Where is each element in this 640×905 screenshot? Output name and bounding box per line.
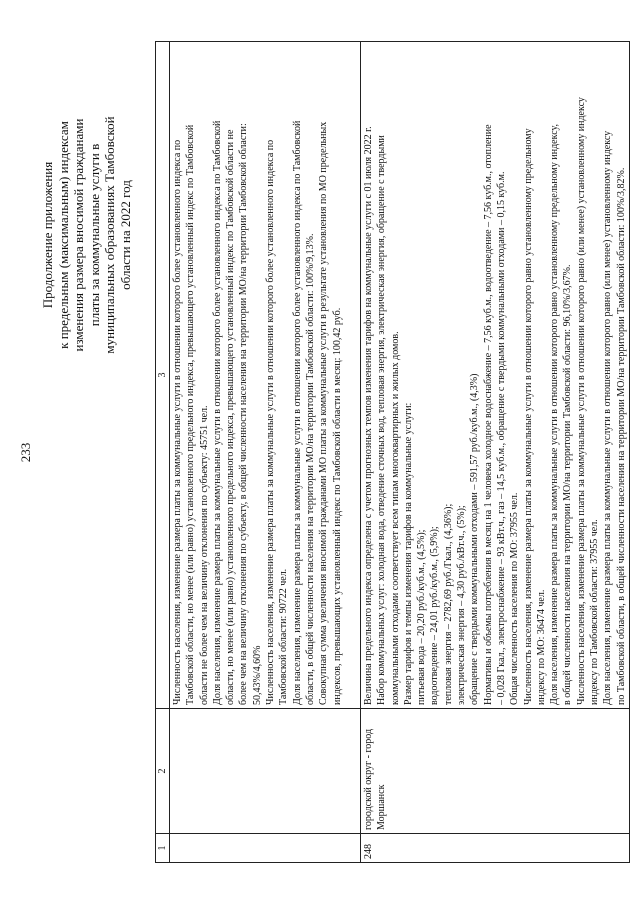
text-line: Доля населения, изменение размера платы за коммунальные услуги в отношении которого равно установленному предельному индексу, — [549, 123, 561, 705]
table-row — [170, 42, 361, 863]
description-cell — [361, 42, 630, 709]
text-line: питьевая вода – 20,20 руб./куб.м., (4,5%); — [416, 529, 428, 705]
text-line: индексов, превышающих установленный индекс по Тамбовской области в месяц: 100,42 руб. — [331, 307, 343, 705]
text-line: области, но менее (или равно) установленного предельного индекса, превышающего установленный индекс по Тамбовской области не — [225, 129, 237, 705]
header-cell-number: 1 — [156, 834, 170, 863]
row-number-cell: 248 — [361, 834, 630, 863]
heading-line: области на 2022 год — [117, 180, 133, 290]
heading-line: изменения размера вносимой гражданами — [71, 118, 86, 352]
text-line: Совокупная сумма увеличения вносимой гражданами МО платы за коммунальные услуги в результате установления по МО предельных — [318, 121, 330, 705]
text-line: индексу по Тамбовской области: 37955 чел. — [589, 519, 601, 705]
text-line: Величина предельного индекса определена с учетом прогнозных темпов изменения тарифов на коммунальные услуги с 01 июля 2022 г. — [363, 126, 374, 705]
text-line: 50,43%/4,60% — [251, 645, 263, 705]
text-line: Нормативы и объемы потребления в месяц на 1 человека холодное водоснабжение – 7,56 куб.м., водоотведение – 7,56 куб.м., отопление — [482, 124, 494, 705]
text-line: Численность населения, изменение размера платы за коммунальные услуги в отношении которого более установленного индекса по — [172, 139, 183, 705]
text-line: более чем на величину отклонения по субъекту, в общей численности населения на территории МО/на территории Тамбовской области: — [238, 123, 250, 705]
municipality-cell: городской округ - город Моршанск — [361, 709, 630, 834]
text-line: области не более чем на величину отклонения по субъекту: 45751 чел. — [198, 405, 210, 705]
table-row — [361, 42, 630, 863]
text-line: Численность населения, изменение размера платы за коммунальные услуги в отношении которого равно установленному предельному — [522, 128, 534, 705]
text-line: – 0,028 Гкал., электроснабжение – 93 кВт.ч., газ – 14,5 куб.м., обращение с твердыми коммунальными отходами – 0,15 куб.м. — [495, 171, 507, 705]
table-header-row — [156, 42, 170, 863]
indices-table — [155, 41, 630, 863]
header-cell-municipality: 2 — [156, 709, 170, 834]
text-line: в общей численности населения на территории МО/на территории Тамбовской области: 96,10%/3,67%. — [562, 264, 574, 705]
heading-line: Продолжение приложения — [40, 161, 55, 309]
text-line: Размер тарифов и темпы изменения тарифов на коммунальные услуги: — [402, 402, 414, 705]
text-line: Доля населения, изменение размера платы за коммунальные услуги в отношении которого более установленного индекса по Тамбовской — [291, 120, 303, 705]
text-line: Доля населения, изменение размера платы за коммунальные услуги в отношении которого равно (или менее) установленному индексу — [602, 130, 614, 705]
text-line: водоотведение – 24,01 руб./куб.м., (5,9%); — [429, 526, 441, 705]
appendix-heading — [40, 85, 133, 385]
text-line: тепловая энергия – 2782,69 руб./Гкал., (4,36%); — [442, 503, 454, 705]
page-number: 233 — [18, 442, 33, 463]
text-line: обращение с твердыми коммунальными отходами – 591,57 руб./куб.м., (4,3%) — [469, 373, 481, 705]
text-line: Численность населения, изменение размера платы за коммунальные услуги в отношении которого более установленного индекса по — [265, 139, 277, 705]
text-line: Набор коммунальных услуг: холодная вода, отведение сточных вод, тепловая энергия, электрическая энергия, обращение с твердыми — [376, 135, 388, 705]
text-line: индексу по МО: 36474 чел. — [535, 589, 547, 705]
text-line: области, в общей численности населения на территории МО/на территории Тамбовской области: 100%/9,13%. — [304, 233, 316, 705]
text-line: Общая численность населения по МО: 37955 чел. — [509, 492, 521, 705]
text-line: Доля населения, изменение размера платы за коммунальные услуги в отношении которого более установленного индекса по Тамбовской — [211, 120, 223, 705]
heading-line: к предельным (максимальным) индексам — [55, 121, 71, 349]
text-line: Численность населения, изменение размера платы за коммунальные услуги в отношении которого равно (или менее) установленному индексу — [575, 97, 587, 705]
row-number-cell — [170, 834, 361, 863]
text-line: электрическая энергия – 4,30 руб./кВт.ч., (5%); — [456, 505, 468, 705]
heading-line: платы за коммунальные услуги в — [86, 143, 102, 327]
header-cell-description: 3 — [156, 42, 170, 709]
heading-line: муниципальных образованиях Тамбовской — [102, 116, 117, 354]
description-cell — [170, 42, 361, 709]
text-line: по Тамбовской области, в общей численности населения на территории МО/на территории Тамбовской области: 100%/3,82%. — [615, 167, 627, 705]
text-line: Тамбовской области: 90722 чел. — [278, 568, 290, 705]
text-line: Тамбовской области, но менее (или равно) установленного предельного индекса, превышающего установленный индекс по Тамбовской — [185, 124, 197, 705]
text-line: коммунальными отходами соответствует всем типам многоквартирных и жилых домов. — [389, 331, 401, 705]
municipality-cell — [170, 709, 361, 834]
